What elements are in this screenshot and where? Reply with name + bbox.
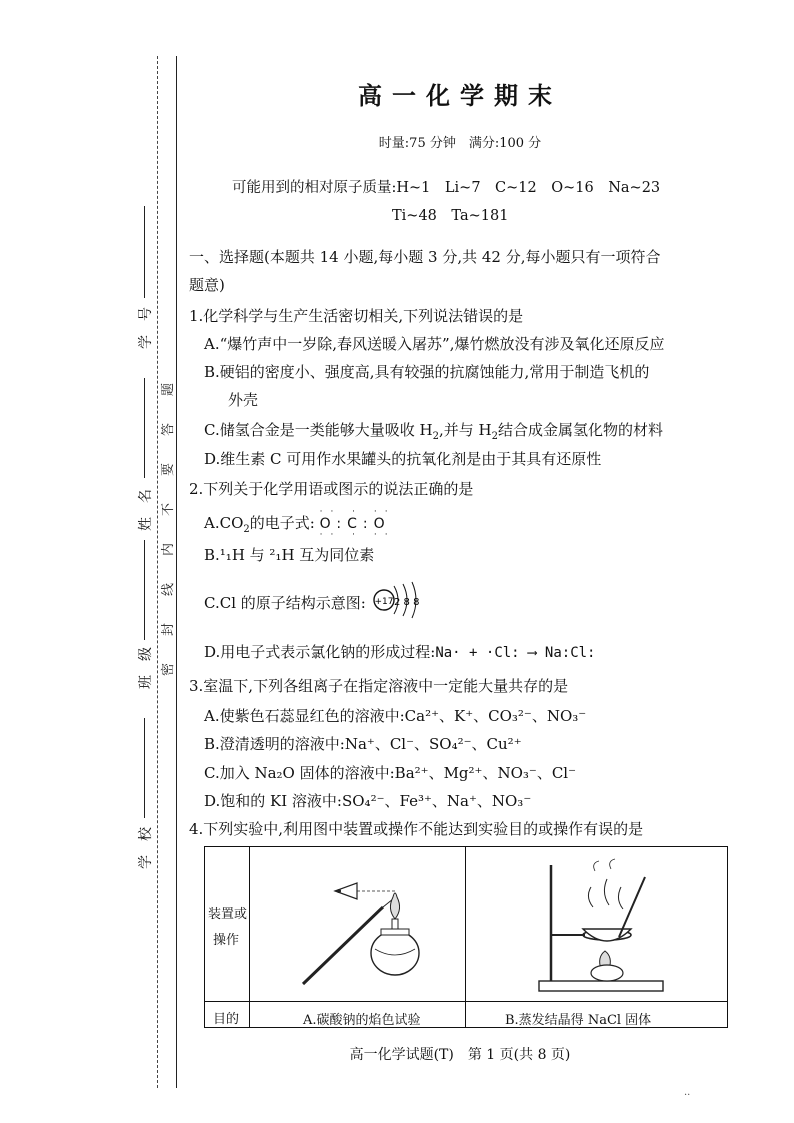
- subscript: 2: [491, 431, 498, 442]
- q3-option-c: C.加入 Na₂O 固体的溶液中:Ba²⁺、Mg²⁺、NO₃⁻、Cl⁻: [204, 764, 577, 782]
- q1-option-b: B.硬铝的密度小、强度高,具有较强的抗腐蚀能力,常用于制造飞机的: [204, 363, 650, 381]
- q2-d-text: D.用电子式表示氯化钠的形成过程:: [204, 643, 436, 661]
- purpose-row-label: 目的: [213, 1012, 240, 1027]
- question-2-stem: 2.下列关于化学用语或图示的说法正确的是: [189, 480, 474, 498]
- class-underline: [144, 540, 146, 640]
- q2-option-c: [204, 592, 366, 613]
- purpose-b: B.蒸发结晶得 NaCl 固体: [505, 1013, 652, 1028]
- seal-char: 不: [161, 502, 177, 517]
- subscript: 2: [432, 431, 439, 442]
- question-4-stem: 4.下列实验中,利用图中装置或操作不能达到实验目的或操作有误的是: [189, 820, 644, 838]
- section-heading-cont: 题意): [189, 276, 225, 294]
- seal-char: 封: [161, 622, 177, 637]
- section-heading: 一、选择题(本题共 14 小题,每小题 3 分,共 42 分,每小题只有一项符合: [189, 248, 661, 266]
- seal-char: 密: [161, 662, 177, 677]
- student-no-label: 学 号: [138, 307, 154, 349]
- q1-option-b-cont: 外壳: [228, 391, 259, 409]
- q2-option-d: [204, 641, 595, 662]
- q1-c-text: ,并与 H: [438, 421, 492, 439]
- co2-formula-text: O:C:O: [319, 516, 391, 532]
- student-no-underline: [144, 206, 146, 298]
- q2-option-b: B.¹₁H 与 ²₁H 互为同位素: [204, 546, 375, 564]
- vapor-wisps: [588, 879, 623, 909]
- lone-pair-dots-top: ·· · ··: [319, 507, 396, 517]
- iron-stand-base: [539, 981, 663, 991]
- seal-char: 题: [161, 382, 177, 397]
- q2-c-text: C.Cl 的原子结构示意图:: [204, 594, 366, 612]
- seal-char: 内: [161, 542, 177, 557]
- atomic-mass-line-2: Ti~48 Ta~181: [392, 208, 509, 224]
- name-underline: [144, 378, 146, 478]
- apparatus-row-label-cont: 操作: [213, 933, 240, 948]
- eye-pupil-icon: [337, 889, 341, 893]
- q2-a-text: 的电子式:: [249, 514, 315, 532]
- page-title: 高一化学期末: [358, 82, 562, 110]
- q1-c-text: 结合成金属氢化物的材料: [497, 421, 663, 439]
- lamp-wick-holder: [392, 919, 398, 929]
- margin-solid-line: [176, 56, 177, 1088]
- page-footer: 高一化学试题(T) 第 1 页(共 8 页): [349, 1047, 571, 1063]
- nacl-formation-formula: Na· + ·Cl: ⟶ Na:Cl:: [435, 645, 596, 661]
- q1-option-c: [204, 419, 663, 442]
- seal-dashed-line: [157, 56, 158, 1088]
- table-row-divider: [205, 1001, 727, 1002]
- glass-rod: [619, 877, 645, 937]
- school-underline: [144, 718, 146, 818]
- q1-option-a: A.“爆竹声中一岁除,春风送暖入屠苏”,爆竹燃放没有涉及氧化还原反应: [204, 335, 665, 353]
- purpose-a: A.碳酸钠的焰色试验: [303, 1013, 421, 1028]
- cl-atom-structure-diagram: [372, 578, 432, 622]
- vapor-wisps-upper: [594, 859, 615, 871]
- lone-pair-dots-bottom: ·· · ··: [319, 530, 396, 540]
- atomic-mass-line-1: 可能用到的相对原子质量:H~1 Li~7 C~12 O~16 Na~23: [232, 180, 661, 196]
- flame-test-apparatus-illustration: [295, 869, 435, 994]
- name-label: 姓 名: [138, 489, 154, 531]
- class-label: 班 级: [138, 647, 154, 689]
- alcohol-lamp-body: [371, 931, 419, 975]
- school-label: 学 校: [138, 827, 154, 869]
- question-1-stem: 1.化学科学与生产生活密切相关,下列说法错误的是: [189, 307, 524, 325]
- q1-option-d: D.维生素 C 可用作水果罐头的抗氧化剂是由于其具有还原性: [204, 450, 602, 468]
- table-column-divider: [465, 847, 466, 1027]
- experiment-table: [204, 846, 728, 1028]
- q3-option-a: A.使紫色石蕊显红色的溶液中:Ca²⁺、K⁺、CO₃²⁻、NO₃⁻: [204, 707, 587, 725]
- platinum-wire-handle: [303, 907, 383, 984]
- co2-electron-dot-formula: [319, 507, 396, 540]
- q2-a-text: A.CO: [204, 514, 244, 532]
- exam-meta: 时量:75 分钟 满分:100 分: [378, 136, 542, 151]
- nucleus-charge: +17: [374, 597, 394, 607]
- seal-char: 线: [161, 582, 177, 597]
- flame-icon: [390, 893, 399, 919]
- question-3-stem: 3.室温下,下列各组离子在指定溶液中一定能大量共存的是: [189, 677, 569, 695]
- shell-electron-counts: 2 8 8: [394, 597, 420, 608]
- evaporation-apparatus-illustration: [511, 857, 711, 997]
- lamp-neck: [381, 929, 409, 935]
- q2-option-a: [204, 507, 396, 540]
- q3-option-d: D.饱和的 KI 溶液中:SO₄²⁻、Fe³⁺、Na⁺、NO₃⁻: [204, 792, 532, 810]
- alcohol-lamp-body: [591, 965, 623, 981]
- q3-option-b: B.澄清透明的溶液中:Na⁺、Cl⁻、SO₄²⁻、Cu²⁺: [204, 735, 522, 753]
- scan-corner-mark: ··: [684, 1090, 691, 1101]
- seal-char: 答: [161, 422, 177, 437]
- q1-c-text: C.储氢合金是一类能够大量吸收 H: [204, 421, 433, 439]
- subscript: 2: [243, 524, 250, 535]
- apparatus-row-label: 装置或: [208, 907, 248, 922]
- table-column-divider: [249, 847, 250, 1027]
- seal-char: 要: [161, 462, 177, 477]
